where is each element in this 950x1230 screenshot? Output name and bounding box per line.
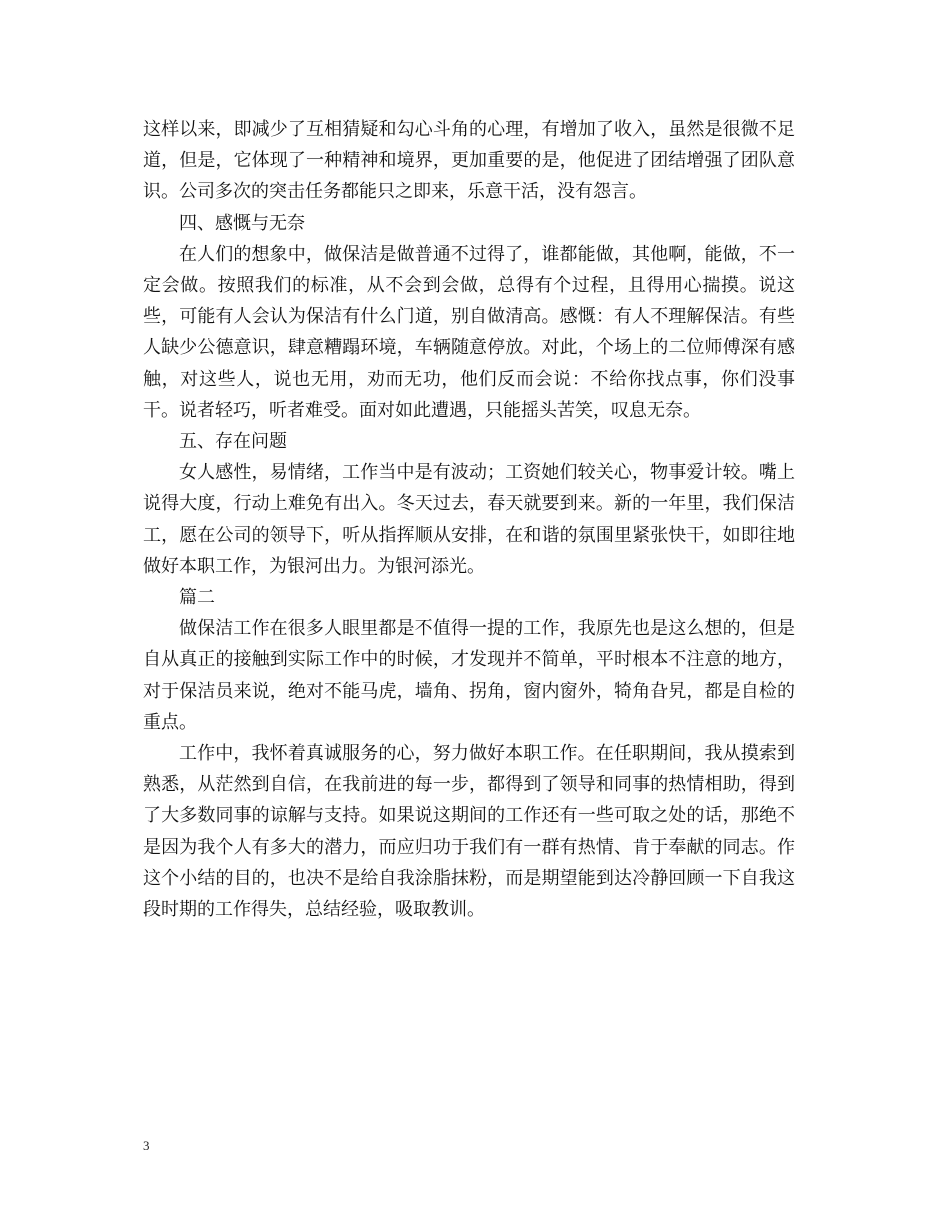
paragraph-part-two-intro: 做保洁工作在很多人眼里都是不值得一提的工作，我原先也是这么想的，但是自从真正的接触到实际工作中的时候，才发现并不简单，平时根本不注意的地方，对于保洁员来说，绝对不能马虎，墙角、拐角，窗内窗外，犄角旮旯，都是自检的重点。	[143, 618, 795, 733]
section-heading-feelings: 四、感慨与无奈	[179, 212, 305, 234]
paragraph-feelings: 在人们的想象中，做保洁是做普通不过得了，谁都能做，其他啊，能做，不一定会做。按照我们的标准，从不会到会做，总得有个过程，且得用心揣摸。说这些，可能有人会认为保洁有什么门道，别自做清高。感慨：有人不理解保洁。有些人缺少公德意识，肆意糟蹋环境，车辆随意停放。对此，个场上的二位师傅深有感触，对这些人，说也无用，劝而无功，他们反而会说：不给你找点事，你们没事干。说者轻巧，听者难受。面对如此遭遇，只能摇头苦笑，叹息无奈。	[143, 243, 795, 421]
page-number: 3	[143, 1138, 150, 1153]
paragraph-problems: 女人感性，易情绪，工作当中是有波动；工资她们较关心，物事爱计较。嘴上说得大度，行动上难免有出入。冬天过去，春天就要到来。新的一年里，我们保洁工，愿在公司的领导下，听从指挥顺从安排，在和谐的氛围里紧张快干，如即往地做好本职工作，为银河出力。为银河添光。	[143, 462, 795, 577]
document-body	[143, 114, 795, 925]
section-heading-problems: 五、存在问题	[179, 431, 287, 453]
paragraph-part-two-summary: 工作中，我怀着真诚服务的心，努力做好本职工作。在任职期间，我从摸索到熟悉，从茫然到自信，在我前进的每一步，都得到了领导和同事的热情相助，得到了大多数同事的谅解与支持。如果说这期间的工作还有一些可取之处的话，那绝不是因为我个人有多大的潜力，而应归功于我们有一群有热情、肯于奉献的同志。作这个小结的目的，也决不是给自我涂脂抹粉，而是期望能到达冷静回顾一下自我这段时期的工作得失，总结经验，吸取教训。	[143, 743, 795, 921]
paragraph-continuation: 这样以来，即减少了互相猜疑和勾心斗角的心理，有增加了收入，虽然是很微不足道，但是，它体现了一种精神和境界，更加重要的是，他促进了团结增强了团队意识。公司多次的突击任务都能只之即来，乐意干活，没有怨言。	[143, 119, 795, 203]
section-heading-part-two: 篇二	[179, 587, 215, 609]
